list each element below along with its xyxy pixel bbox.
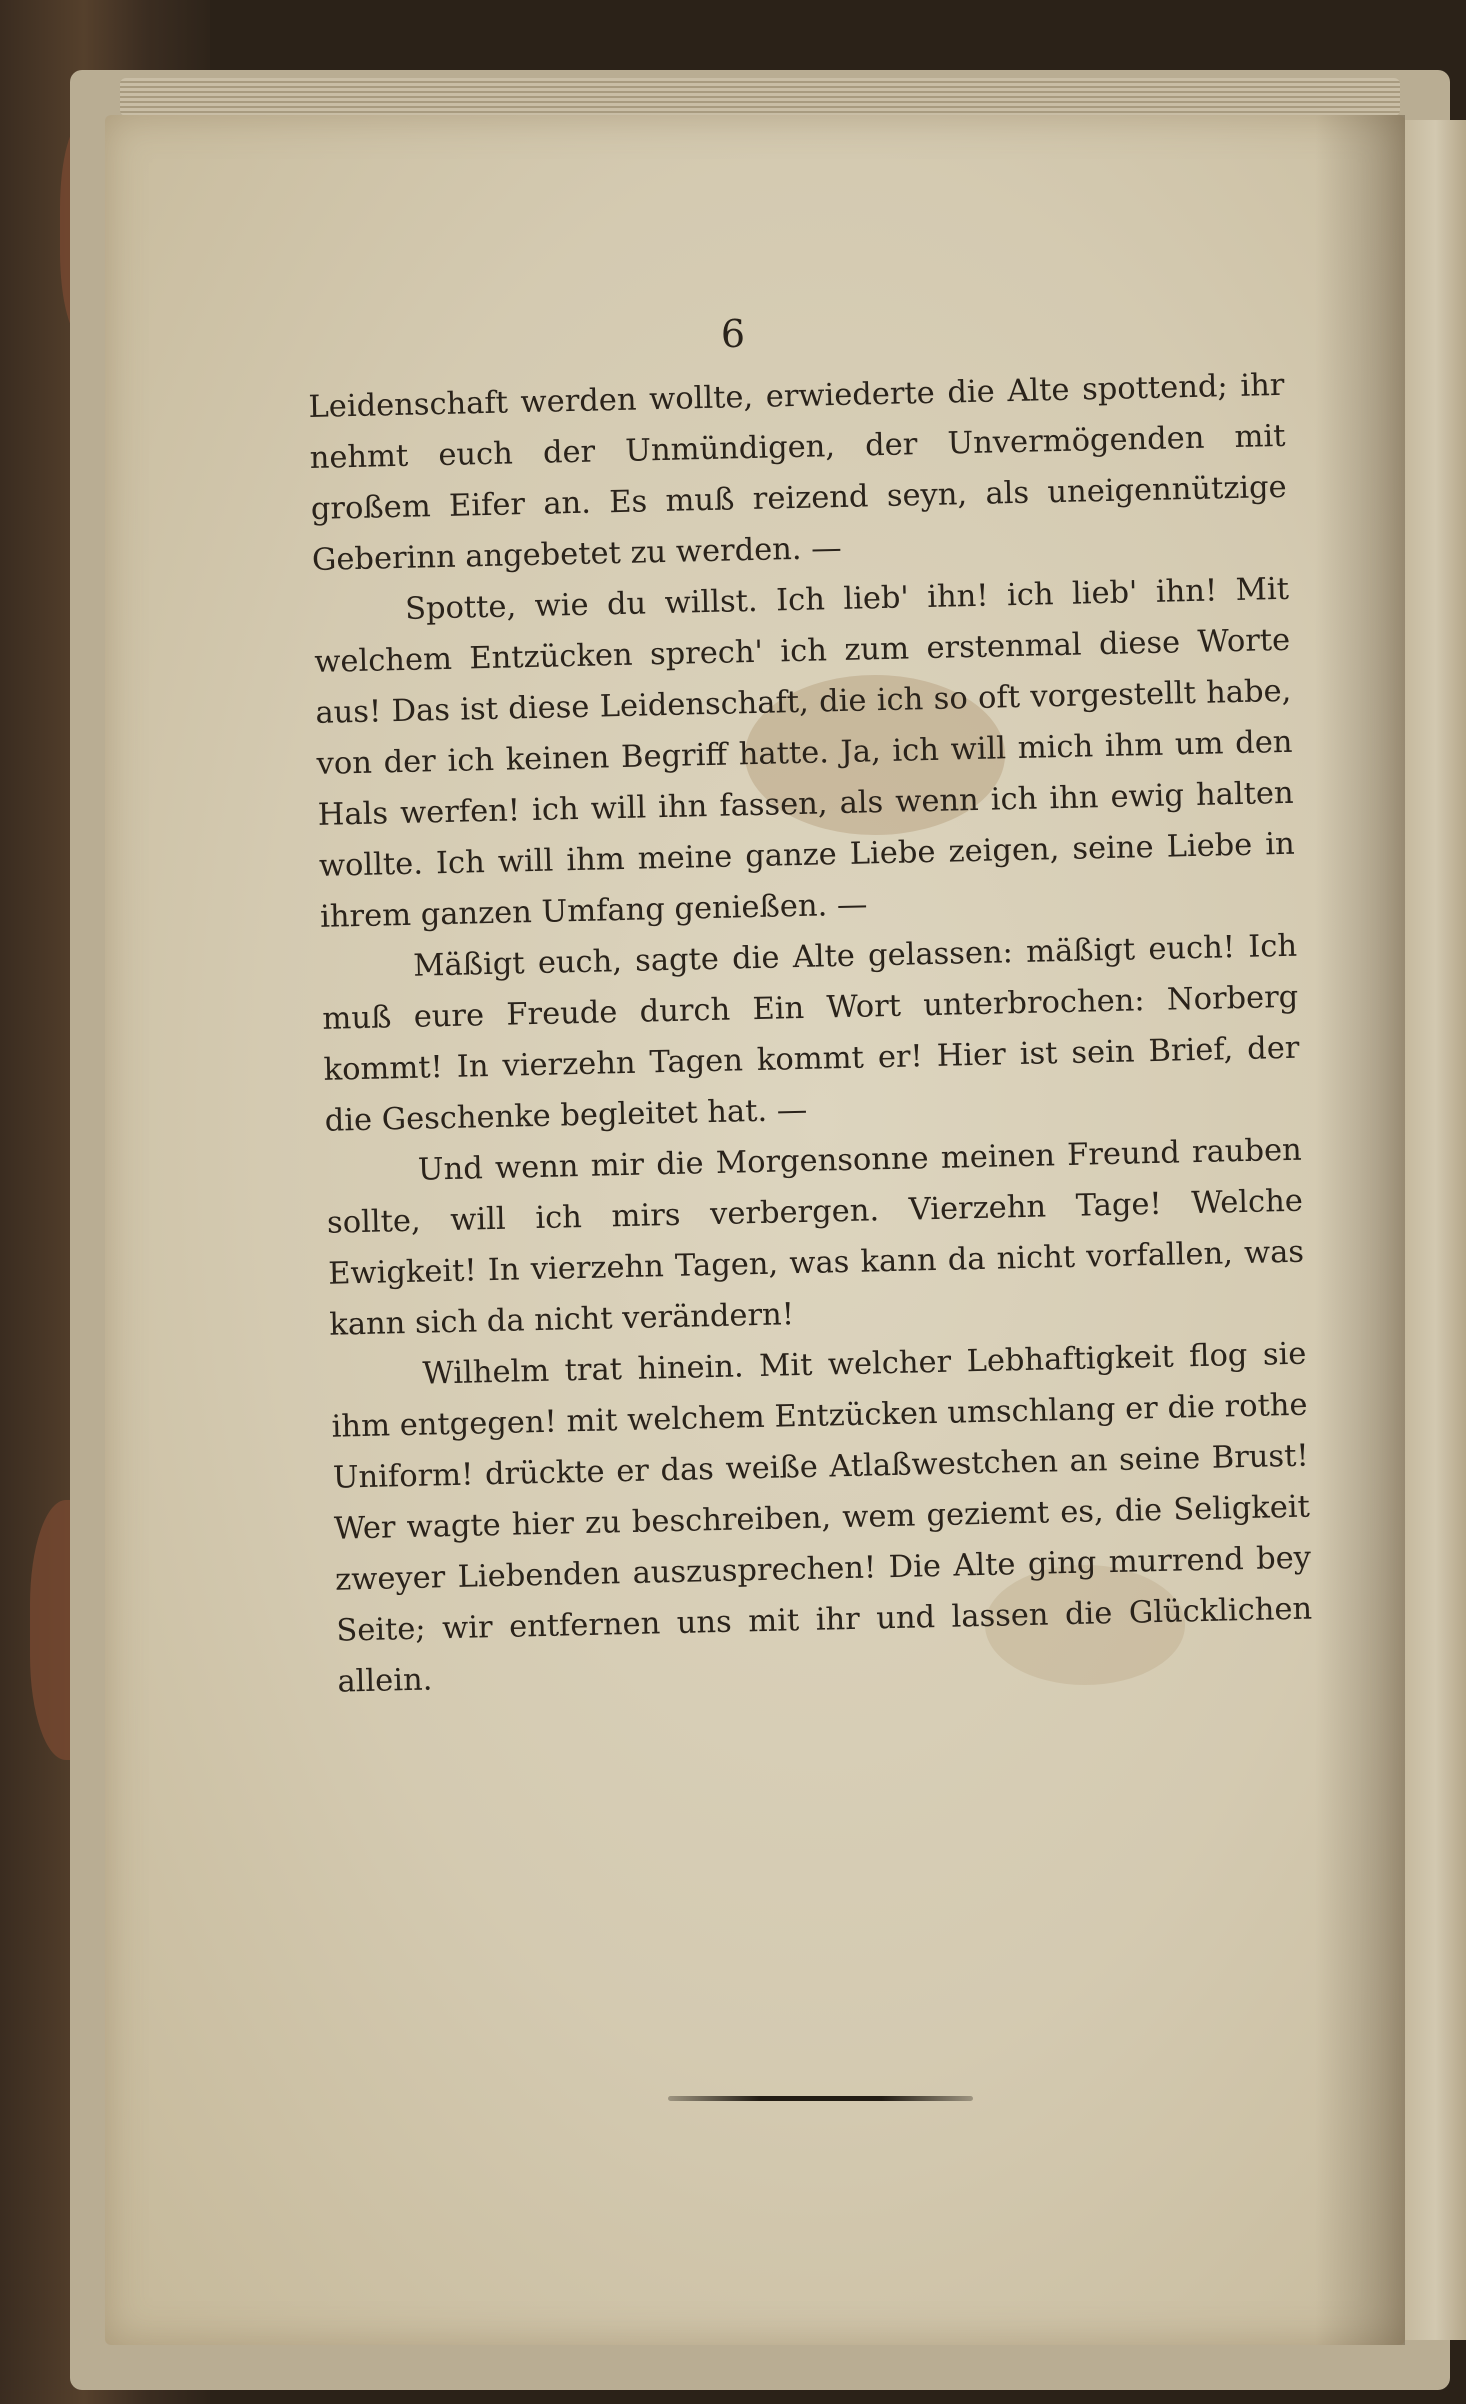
paragraph-3: Mäßigt euch, sagte die Alte gelassen: mäßigt euch! Ich muß eure Freude durch Ein Wort unterbrochen: Norberg kommt! In vierzehn Tagen kommt er! Hier ist sein Brief, der die Geschenke begleitet hat. — — [322, 928, 1300, 1139]
paragraph-4: Und wenn mir die Morgensonne meinen Freund rauben sollte, will ich mirs verbergen. Vierzehn Tage! Welche Ewigkeit! In vierzehn Tagen, was kann da nicht vorfallen, was kann sich da nicht verändern! — [326, 1132, 1305, 1343]
paragraph-5: Wilhelm trat hinein. Mit welcher Lebhaftigkeit flog sie ihm entgegen! mit welchem Entzücken umschlang er die rothe Uniform! drückte er das weiße Atlaßwestchen an seine Brust! Wer wagte hier zu beschreiben, wem geziemt es, die Seligkeit zweyer Liebenden auszusprechen! Die Alte ging murrend bey Seite; wir entfernen uns mit ihr und lassen die Glücklichen allein. — [331, 1336, 1313, 1700]
end-rule-divider — [668, 2096, 973, 2101]
page-edges — [120, 78, 1400, 116]
body-text — [308, 360, 1314, 1708]
paragraph-2: Spotte, wie du willst. Ich lieb' ihn! ich lieb' ihn! Mit welchem Entzücken sprech' ich zum erstenmal diese Worte aus! Das ist diese Leidenschaft, die ich so oft vorgestellt habe, von der ich keinen Begriff hatte. Ja, ich will mich ihm um den Hals werfen! ich will ihn fassen, als wenn ich ihn ewig halten wollte. Ich will ihm meine ganze Liebe zeigen, seine Liebe in ihrem ganzen Umfang genießen. — — [313, 571, 1296, 935]
page-gutter-shadow — [1315, 115, 1405, 2345]
page-number: 6 — [720, 312, 746, 356]
paragraph-1: Leidenschaft werden wollte, erwiederte die Alte spottend; ihr nehmt euch der Unmündigen, der Unvermögenden mit großem Eifer an. Es muß reizend seyn, als uneigennützige Geberinn angebetet zu werden. — — [308, 367, 1288, 578]
